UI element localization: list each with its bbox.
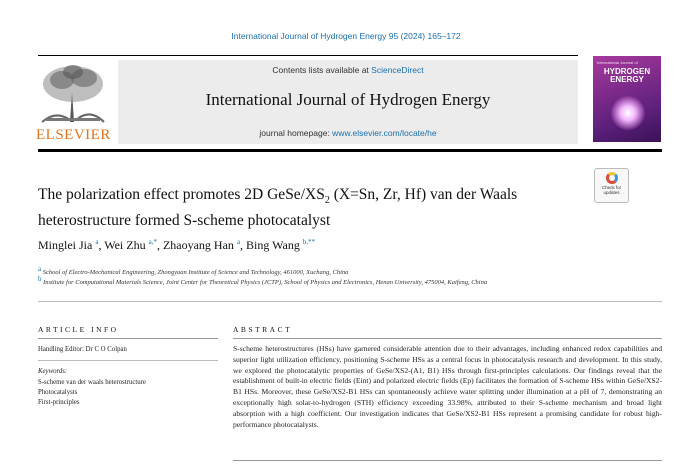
keyword: First-principles	[38, 399, 80, 406]
contents-line: Contents lists available at ScienceDirect	[272, 65, 424, 75]
cover-glow	[611, 96, 645, 130]
journal-citation[interactable]: International Journal of Hydrogen Energy 95 (2024) 165–172	[231, 31, 461, 41]
check-for-updates-badge[interactable]: Check for updates	[594, 168, 629, 203]
keyword: Photocatalysts	[38, 389, 78, 396]
cover-subtitle: International Journal of	[597, 60, 638, 65]
journal-cover-image[interactable]	[593, 56, 661, 142]
section-divider	[38, 301, 662, 302]
author-list: Minglei Jia $^a$, Wei Zhu $^{a,*}$, Zhaoyang Han $^a$, Bing Wang $^{b,**}$	[38, 238, 316, 252]
abstract-heading: ABSTRACT	[233, 325, 293, 334]
top-rule	[38, 55, 578, 56]
homepage-line: journal homepage: www.elsevier.com/locate/he	[259, 128, 437, 138]
elsevier-tree-icon	[36, 62, 110, 126]
keywords-heading: Keywords:	[38, 368, 68, 375]
affiliation: $^b$ Institute for Computational Materials Science, Joint Center for Theoretical Physics (JCTP), School of Physics and Electronics, Henan University, 475004, Kaifeng, China	[38, 275, 488, 287]
elsevier-logo[interactable]	[36, 62, 110, 144]
journal-title: International Journal of Hydrogen Energy	[205, 90, 491, 109]
article-info-rule	[38, 338, 218, 339]
abstract-text: S-scheme heterostructures (HSs) have garnered considerable attention due to their advantages, including enhanced redox capabilities and superior light utilization efficiency, positioning S-scheme HSs as a central focus in photocatalysis research and development. In this study, we explored the photocatalytic properties of GeSe/XS2-(A1, B1) HSs through first-principles calculations. Our findings reveal that the establishment of built-in electric fields (Eint) and polarized electric fields (Ep) facilitates the formation of S-scheme HSs within GeSe/XS2-B1 HSs. Moreover, these GeSe/XS2-B1 HSs can spontaneously achieve water splitting under illumination at a pH of 7, demonstrating an exceptionally high solar-to-hydrogen (STH) efficiency exceeding 33.98%, attributed to their S-scheme mechanism and broad light absorption with a high coefficient. Our investigation indicates that GeSe/XS2-B1 HSs represent a promising candidate for robust high-performance photocatalysts.	[233, 344, 662, 429]
sciencedirect-link[interactable]: ScienceDirect	[371, 65, 424, 75]
article-title: The polarization effect promotes 2D GeSe/$XS_2$ (X=Sn, Zr, Hf) van der Waals heterostructure formed S-scheme photocatalyst	[38, 186, 518, 230]
cover-title: HYDROGEN ENERGY	[603, 67, 651, 84]
author-name[interactable]: Bing Wang	[246, 238, 300, 252]
keywords-rule	[38, 360, 218, 361]
abstract-bottom-rule	[233, 460, 662, 461]
author-name[interactable]: Wei Zhu	[104, 238, 146, 252]
author-mark[interactable]: a,*	[148, 238, 157, 246]
update-ring-icon	[606, 172, 618, 184]
author-mark[interactable]: a	[95, 238, 99, 246]
author-name[interactable]: Zhaoyang Han	[162, 238, 234, 252]
author-mark[interactable]: b,**	[302, 238, 316, 246]
article-info-heading: ARTICLE INFO	[38, 325, 119, 334]
abstract-rule	[233, 338, 662, 339]
keyword: S-scheme van der waals heterostructure	[38, 379, 146, 386]
journal-masthead	[118, 60, 578, 144]
handling-editor: Handling Editor: Dr C O Colpan	[38, 346, 127, 353]
affiliation: $^a$ School of Electro-Mechanical Engineering, Zhongyuan Institute of Science and Technology, 461000, Xuchang, China	[38, 265, 349, 277]
homepage-link[interactable]: www.elsevier.com/locate/he	[332, 128, 437, 138]
author-name[interactable]: Minglei Jia	[38, 238, 93, 252]
publisher-name: ELSEVIER	[36, 127, 111, 143]
header-rule	[38, 149, 662, 152]
author-mark[interactable]: a	[236, 238, 241, 246]
